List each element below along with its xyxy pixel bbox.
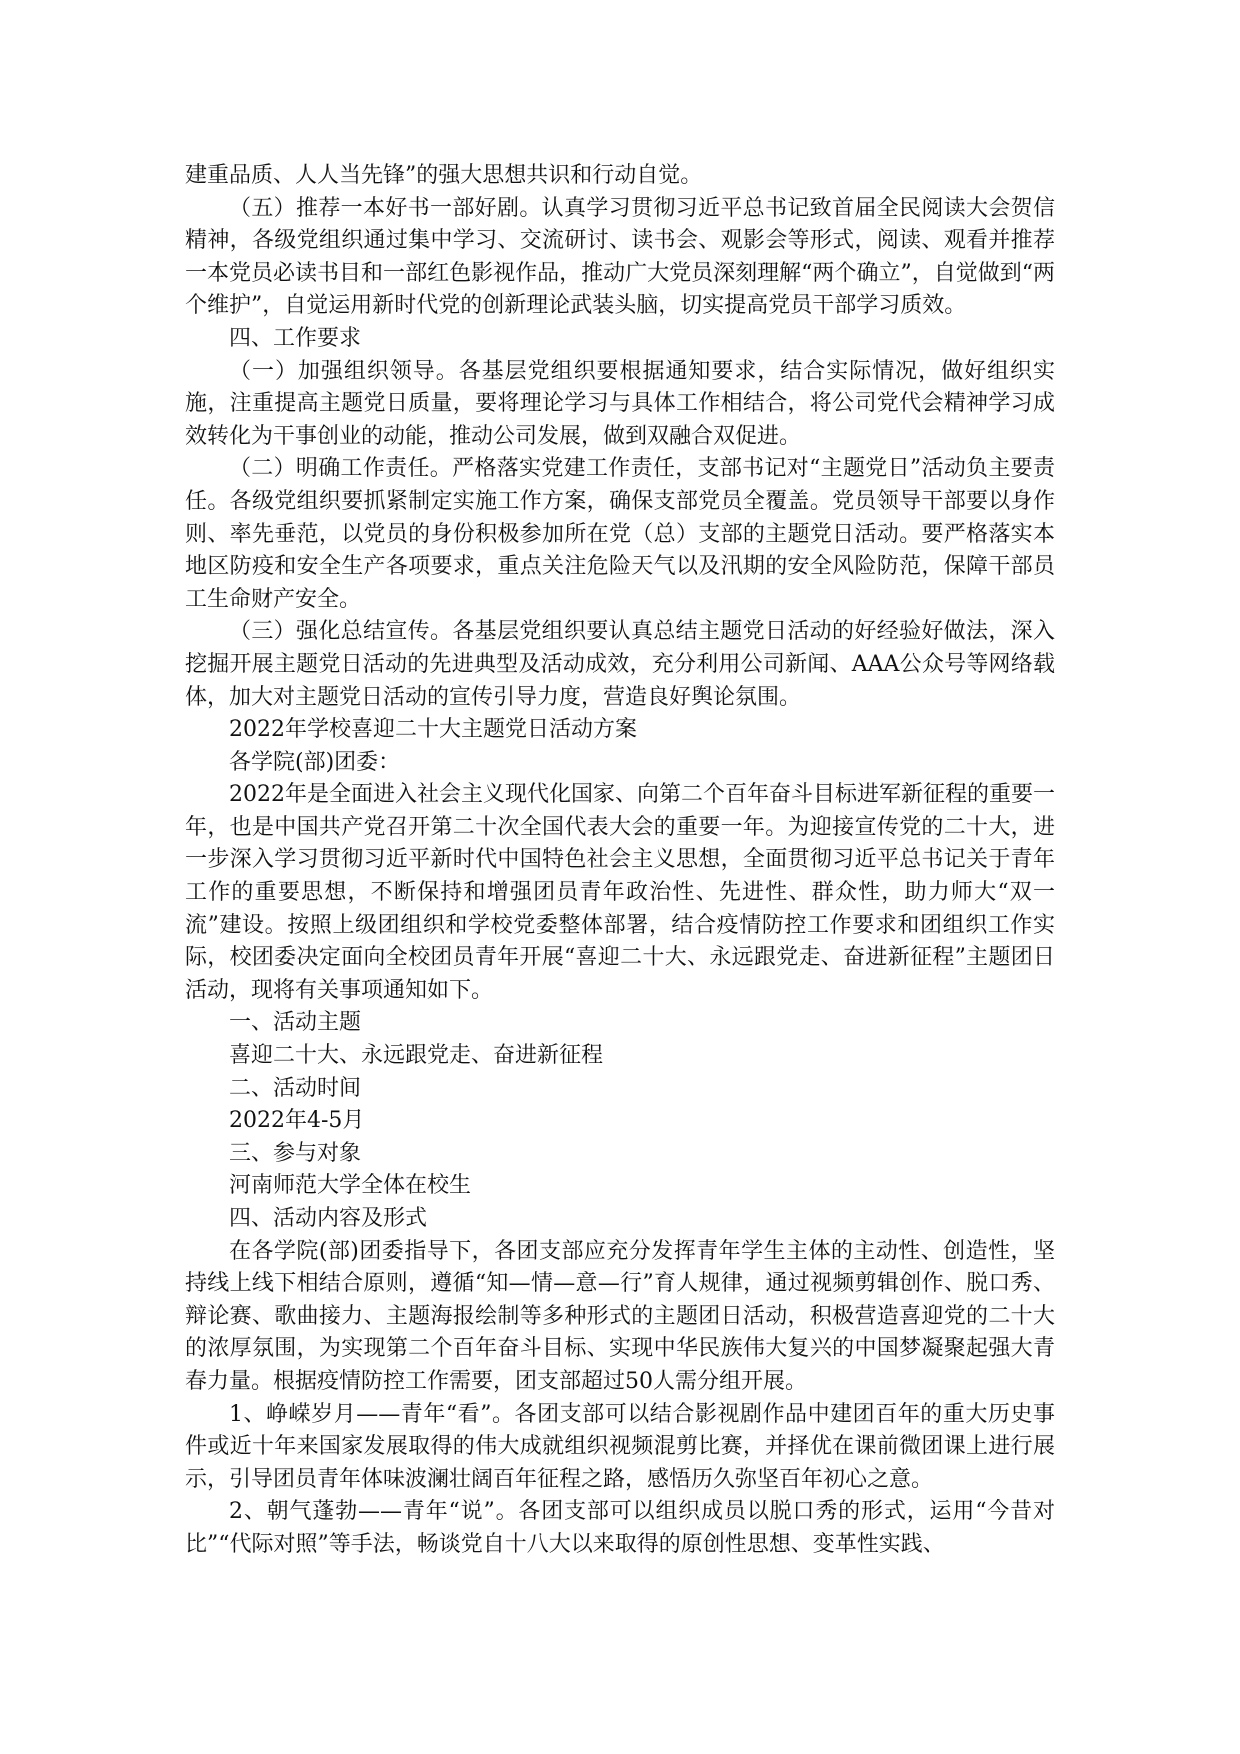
paragraph: 2022年4-5月 [229, 1108, 365, 1134]
document-body [185, 160, 1055, 1562]
paragraph: （一）加强组织领导。各基层党组织要根据通知要求，结合实际情况，做好组织实施，注重提高主题党日质量，要将理论学习与具体工作相结合，将公司党代会精神学习成效转化为干事创业的动能，推动公司发展，做到双融合双促进。 [185, 358, 1055, 449]
document-subtitle: 2022年学校喜迎二十大主题党日活动方案 [229, 717, 637, 743]
section-heading: 四、活动内容及形式 [229, 1206, 428, 1231]
salutation: 各学院(部)团委： [229, 749, 401, 775]
section-heading: 一、活动主题 [229, 1010, 362, 1036]
paragraph: （二）明确工作责任。严格落实党建工作责任，支部书记对“主题党日”活动负主要责任。各级党组织要抓紧制定实施工作方案，确保支部党员全覆盖。党员领导干部要以身作则、率先垂范，以党员的身份积极参加所在党（总）支部的主题党日活动。要严格落实本地区防疫和安全生产各项要求，重点关注危险天气以及汛期的安全风险防范，保障干部员工生命财产安全。 [185, 456, 1055, 612]
section-heading: 四、工作要求 [229, 325, 362, 351]
paragraph: （三）强化总结宣传。各基层党组织要认真总结主题党日活动的好经验好做法，深入挖掘开展主题党日活动的先进典型及活动成效，充分利用公司新闻、AAA公众号等网络载体，加大对主题党日活动的宣传引导力度，营造良好舆论氛围。 [185, 619, 1055, 710]
paragraph: （五）推荐一本好书一部好剧。认真学习贯彻习近平总书记致首届全民阅读大会贺信精神，各级党组织通过集中学习、交流研讨、读书会、观影会等形式，阅读、观看并推荐一本党员必读书目和一部红色影视作品，推动广大党员深刻理解“两个确立”，自觉做到“两个维护”，自觉运用新时代党的创新理论武装头脑，切实提高党员干部学习质效。 [185, 195, 1055, 319]
paragraph: 喜迎二十大、永远跟党走、奋进新征程 [229, 1043, 604, 1069]
section-heading: 三、参与对象 [229, 1140, 362, 1166]
paragraph: 2022年是全面进入社会主义现代化国家、向第二个百年奋斗目标进军新征程的重要一年，也是中国共产党召开第二十次全国代表大会的重要一年。为迎接宣传党的二十大，进一步深入学习贯彻习近平新时代中国特色社会主义思想，全面贯彻习近平总书记关于青年工作的重要思想，不断保持和增强团员青年政治性、先进性、群众性，助力师大“双一流”建设。按照上级团组织和学校党委整体部署，结合疫情防控工作要求和团组织工作实际，校团委决定面向全校团员青年开展“喜迎二十大、永远跟党走、奋进新征程”主题团日活动，现将有关事项通知如下。 [185, 782, 1055, 1003]
section-heading: 二、活动时间 [229, 1075, 362, 1101]
paragraph: 河南师范大学全体在校生 [229, 1173, 472, 1199]
paragraph: 2、朝气蓬勃——青年“说”。各团支部可以组织成员以脱口秀的形式，运用“今昔对比”“代际对照”等手法，畅谈党自十八大以来取得的原创性思想、变革性实践、 [185, 1499, 1055, 1557]
paragraph: 在各学院(部)团委指导下，各团支部应充分发挥青年学生主体的主动性、创造性，坚持线上线下相结合原则，遵循“知—情—意—行”育人规律，通过视频剪辑创作、脱口秀、辩论赛、歌曲接力、主题海报绘制等多种形式的主题团日活动，积极营造喜迎党的二十大的浓厚氛围，为实现第二个百年奋斗目标、实现中华民族伟大复兴的中国梦凝聚起强大青春力量。根据疫情防控工作需要，团支部超过50人需分组开展。 [185, 1238, 1055, 1394]
paragraph: 建重品质、人人当先锋”的强大思想共识和行动自觉。 [185, 163, 703, 188]
paragraph: 1、峥嵘岁月——青年“看”。各团支部可以结合影视剧作品中建团百年的重大历史事件或近十年来国家发展取得的伟大成就组织视频混剪比赛，并择优在课前微团课上进行展示，引导团员青年体味波澜壮阔百年征程之路，感悟历久弥坚百年初心之意。 [185, 1401, 1055, 1492]
